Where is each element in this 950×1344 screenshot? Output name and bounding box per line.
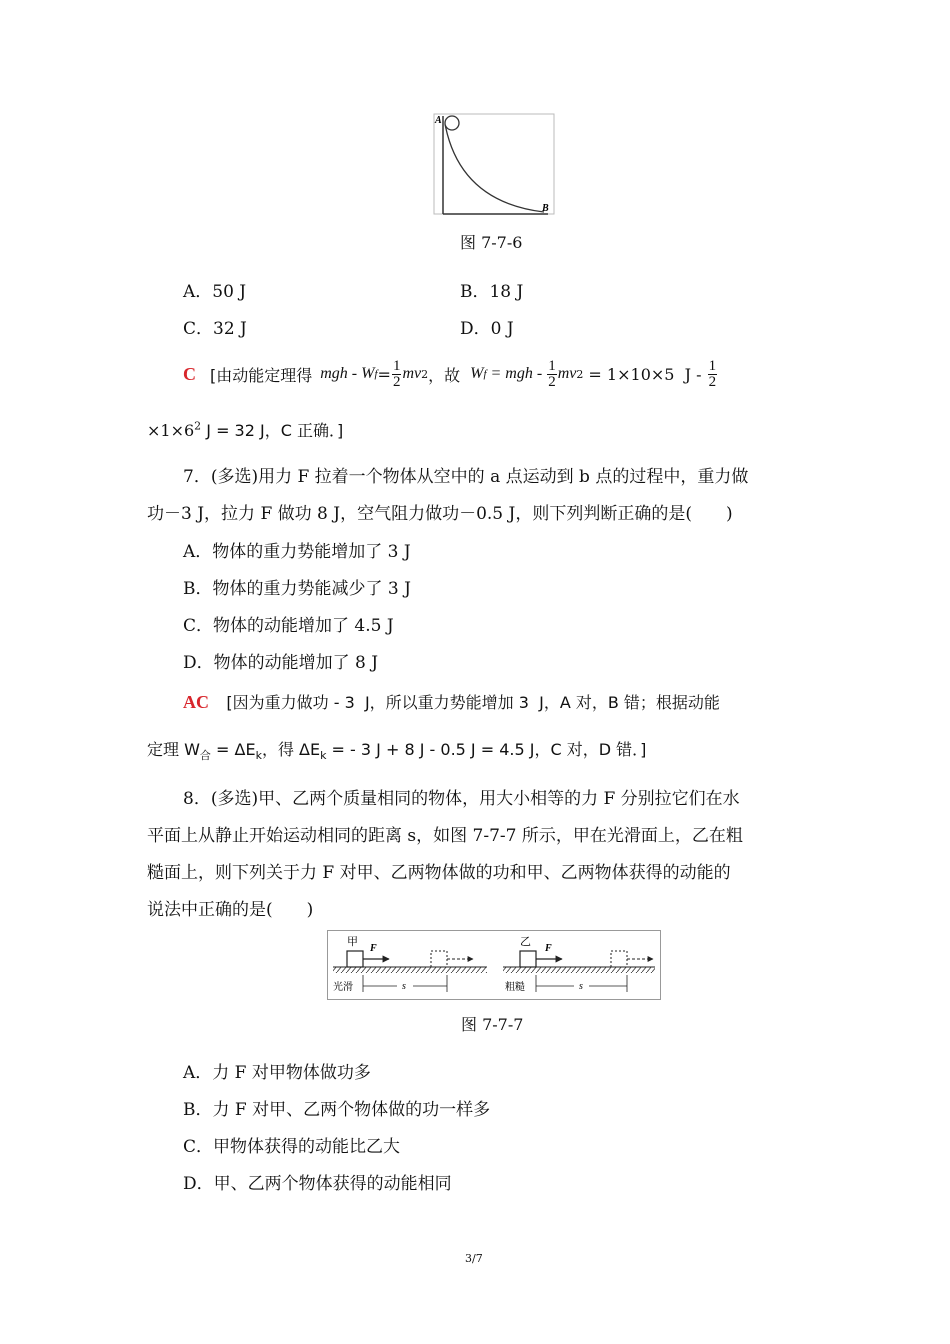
left-force-label: F xyxy=(370,943,377,954)
q6-half-3: $\frac{1}{2}$ xyxy=(708,357,717,390)
slide-curve xyxy=(445,124,544,212)
left-hatch xyxy=(333,967,487,973)
q6-answer-letter: C xyxy=(183,363,196,384)
left-surface-label: 光滑 xyxy=(333,982,353,993)
q6-eq: = xyxy=(377,364,391,384)
q7-option-a: A．物体的重力势能增加了 3 J xyxy=(183,542,411,562)
left-dist-label: s xyxy=(402,981,406,992)
q7-option-d: D．物体的动能增加了 8 J xyxy=(183,653,379,673)
q7-option-b: B．物体的重力势能减少了 3 J xyxy=(183,579,411,599)
q6-sq-1: 2 xyxy=(421,367,429,381)
q6-half-2: $\frac{1}{2}$ xyxy=(548,357,556,390)
q6-calc1: = 1×10×5 J - xyxy=(583,364,707,384)
right-block-final xyxy=(611,951,627,967)
q8-stem-line2: 平面上从静止开始运动相同的距离 s，如图 7-7-7 所示，甲在光滑面上，乙在粗 xyxy=(147,826,743,846)
blocks-diagram xyxy=(327,930,661,1000)
q6-sq-2: 2 xyxy=(576,367,584,381)
label-a: A xyxy=(435,115,442,126)
right-block xyxy=(520,951,536,967)
right-surface-label: 粗糙 xyxy=(505,982,525,993)
q6-answer-line1 xyxy=(183,356,718,392)
q8-stem-line4: 说法中正确的是( ) xyxy=(147,900,314,920)
q6-answer-line2 xyxy=(147,418,343,441)
left-block-final xyxy=(431,951,447,967)
left-label: 甲 xyxy=(347,935,358,948)
left-block xyxy=(347,951,363,967)
q6-option-c: C．32 J xyxy=(183,319,247,339)
q6-expr2-sub: f xyxy=(483,368,487,380)
q8-stem-line3: 糙面上，则下列关于力 F 对甲、乙两物体做的功和甲、乙两物体获得的动能的 xyxy=(147,863,731,883)
right-force-label: F xyxy=(545,943,552,954)
label-b: B xyxy=(542,203,549,214)
q6-option-a: A．50 J xyxy=(183,282,247,302)
q8-option-d: D．甲、乙两个物体获得的动能相同 xyxy=(183,1174,452,1194)
q8-stem-line1: 8．(多选)甲、乙两个质量相同的物体，用大小相等的力 F 分别拉它们在水 xyxy=(183,789,740,809)
q7-option-c: C．物体的动能增加了 4.5 J xyxy=(183,616,394,636)
q6-line2-post: J = 32 J，C 正确．] xyxy=(201,421,344,440)
q6-mv2-2: mv xyxy=(557,365,577,382)
q6-mv2: mv xyxy=(402,365,422,382)
q7-stem-line2: 功－3 J，拉力 F 做功 8 J，空气阻力做功－0.5 J，则下列判断正确的是( ) xyxy=(147,504,733,524)
q6-expr2: W xyxy=(470,365,484,382)
curve-diagram xyxy=(432,112,556,216)
q6-line2-pre: ×1×6 xyxy=(147,421,195,440)
figure-7-7-7 xyxy=(327,930,661,1000)
q7-answer-line1 xyxy=(183,690,720,713)
q7-answer-text1: [因为重力做功 - 3 J，所以重力势能增加 3 J，A 对，B 错；根据动能 xyxy=(226,693,720,712)
q8-option-c: C．甲物体获得的动能比乙大 xyxy=(183,1137,401,1157)
q6-gu: ，故 xyxy=(428,365,461,385)
right-dist-label: s xyxy=(579,981,583,992)
ball xyxy=(445,116,459,130)
q8-option-a: A．力 F 对甲物体做功多 xyxy=(183,1063,371,1083)
q6-expr1-sub: f xyxy=(374,368,378,380)
q6-half-1: $\frac{1}{2}$ xyxy=(392,357,401,390)
right-hatch xyxy=(503,967,655,973)
q6-option-b: B．18 J xyxy=(460,282,524,302)
q6-answer-open: [由动能定理得 xyxy=(210,365,313,385)
page-number: 3/7 xyxy=(465,1252,483,1265)
figure-7-7-6 xyxy=(432,112,556,216)
figure-caption-7-7-7: 图 7-7-7 xyxy=(461,1015,524,1034)
q7-answer-line2: 定理 $W_合 = \Delta E_k$，得 $\Delta E_k$ = - 3 J + 8 J - 0.5 J = 4.5 J，C 对，D 错．] xyxy=(147,740,647,763)
right-label: 乙 xyxy=(520,935,531,948)
q6-expr2-mid: = mgh - xyxy=(486,365,547,382)
q7-stem-line1: 7．(多选)用力 F 拉着一个物体从空中的 a 点运动到 b 点的过程中，重力做 xyxy=(183,467,749,487)
q6-option-d: D．0 J xyxy=(460,319,514,339)
q7-answer-letter: AC xyxy=(183,692,209,712)
q6-expr1: mgh - W xyxy=(320,365,375,382)
figure-caption-7-7-6: 图 7-7-6 xyxy=(460,233,523,252)
q6-sq-3: 2 xyxy=(194,419,202,433)
q8-option-b: B．力 F 对甲、乙两个物体做的功一样多 xyxy=(183,1100,491,1120)
